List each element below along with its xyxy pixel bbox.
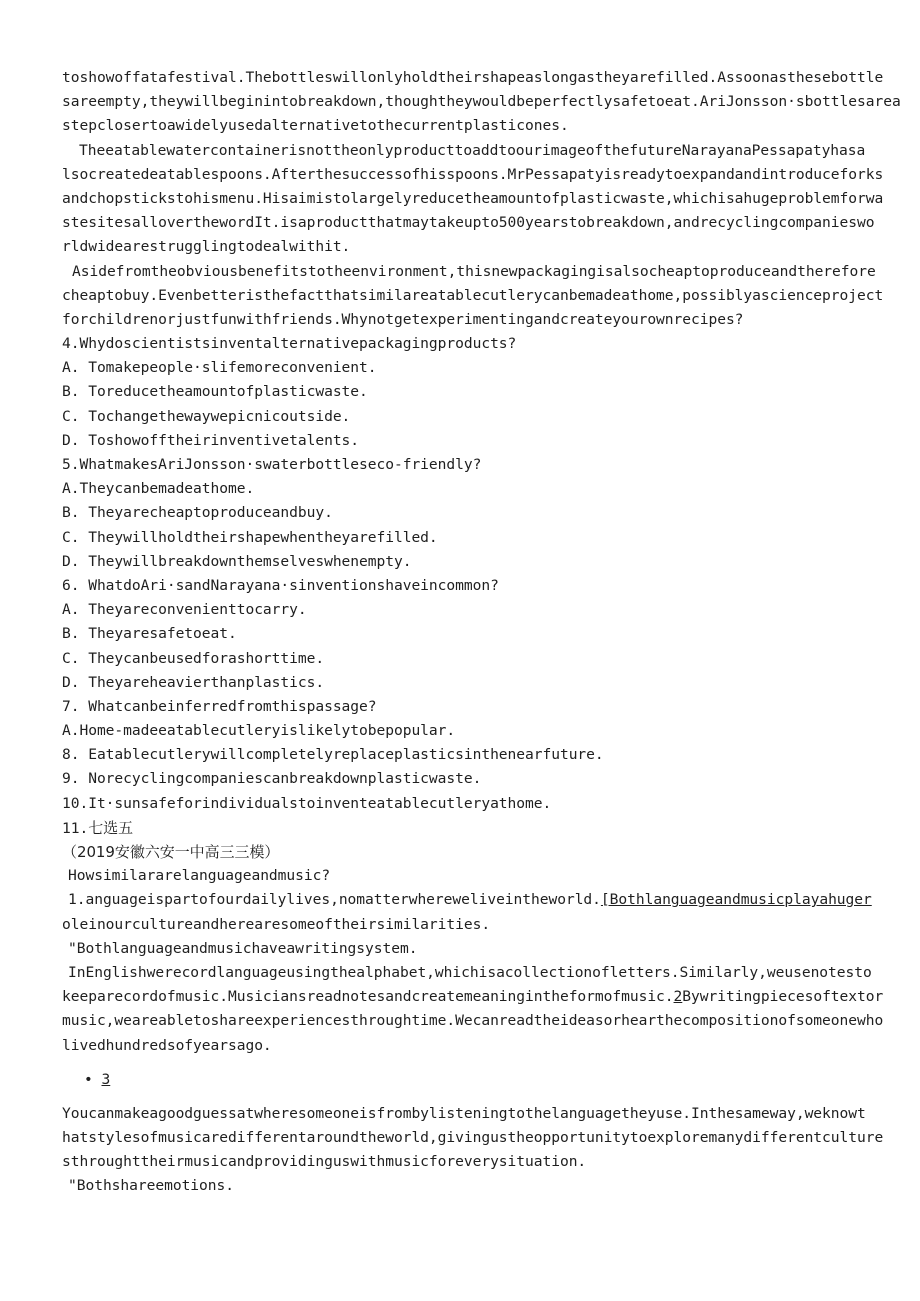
intro-text: 1.anguageispartofourdailylives,nomatterwhereweliveintheworld.	[68, 891, 601, 909]
section-title	[62, 816, 862, 840]
answer-option: 8. Eatablecutlerywillcompletelyreplaceplasticsinthenearfuture.	[62, 746, 604, 764]
passage-line: InEnglishwerecordlanguageusingthealphabet,whichisacollectionofletters.Similarly,wеusenotesto	[68, 963, 872, 981]
answer-option: B. Theyaresafetoeat.	[62, 625, 237, 643]
passage-line: hatstylesofmusicaredifferentaroundtheworld,givingustheopportunitytoexploremanydifferentculture	[62, 1129, 884, 1147]
passage-line: andchopstickstohismenu.Hisaimistolargelyreducetheamountofplasticwaste,whichisahugeproblemforwa	[62, 189, 884, 207]
passage-line: toshowoffatafestival.Thebottleswillonlyholdtheirshapeaslongastheyarefilled.Assoonasthesebottle	[62, 69, 884, 86]
answer-option: A.Home-madeeatablecutleryislikelytobepopular.	[62, 722, 456, 740]
answer-option: A. Tomakepeople·slifemoreconvenient.	[62, 359, 377, 377]
blank-1: [Bothlanguageandmusicplayahuger	[600, 891, 872, 909]
passage-line: lsocreatedeatablespoons.Afterthesuccessofhisspoons.MrPessapatyisreadytoexpandandintroduceforks	[62, 165, 884, 183]
bullet-icon: •	[84, 1070, 93, 1088]
question-stem: 4.Whydoscientistsinventalternativepackagingproducts?	[62, 335, 517, 353]
passage-line: stepclosertoawidelyusedalternativetothecurrentplasticones.	[62, 117, 569, 135]
passage-line: Asidefromtheobviousbenefitstotheenvironment,thisnewpackagingisalsocheaptoproduceandtherefore	[72, 262, 876, 280]
document-page	[62, 66, 901, 1199]
body-text: keeparecordofmusic.Musiciansreadnotesandcreatemeaningintheformofmusic.	[62, 988, 674, 1006]
answer-option: D. Toshowofftheirinventivetalents.	[62, 431, 360, 449]
body-text: Bywritingpiecesoftextor	[682, 988, 884, 1006]
section-type: 七选五	[88, 818, 134, 837]
passage-line: music,weareabletoshareexperiencesthroughtime.Wecanreadtheideasorhearthecompositionofsomeonewho	[62, 1012, 884, 1030]
point-heading: "Bothlanguageandmusichaveawritingsystem.	[68, 939, 418, 957]
answer-option: B. Toreducetheamountofplasticwaste.	[62, 383, 368, 401]
passage-line: stesitesalloverthewordIt.isaproductthatmaytakeupto500yearstobreakdown,andrecyclingcompanieswo	[62, 214, 875, 232]
answer-option: D. Theywillbreakdownthemselveswhenempty.	[62, 552, 412, 570]
passage-heading: Howsimilararelanguageandmusic?	[68, 867, 331, 885]
section-number: 11.	[62, 819, 89, 837]
passage-line: sthroughttheirmusicandprovidinguswithmusicforeverysituation.	[62, 1153, 587, 1171]
passage-line: Youcanmakeagoodguessatwheresomeoneisfrombylisteningtothelanguagetheyuse.Inthesameway,weknowt	[62, 1104, 866, 1122]
point-heading: "Bothshareemotions.	[68, 1177, 234, 1195]
answer-option: 10.It·sunsafeforindividualstoinventeatablecutleryathome.	[62, 794, 552, 812]
question-stem: 6. WhatdoAri·sandNarayana·sinventionshaveincommon?	[62, 576, 499, 594]
section-source: （2019安徽六安一中高三三模）	[62, 843, 280, 861]
answer-option: B. Theyarecheaptoproduceandbuy.	[62, 504, 333, 522]
answer-option: A. Theyareconvenienttocarry.	[62, 601, 307, 619]
passage-line: cheaptobuy.Evenbetteristhefactthatsimilareatablecutlerycanbemadeathome,possiblyascienceproject	[62, 286, 884, 304]
answer-option: 9. Norecyclingcompaniescanbreakdownplasticwaste.	[62, 770, 482, 788]
passage-line	[62, 985, 884, 1009]
bullet-line	[62, 1068, 862, 1092]
answer-option: D. Theyareheavierthanplastics.	[62, 673, 325, 691]
passage-line: rldwidearestrugglingtodealwithit.	[62, 238, 351, 256]
answer-option: A.Theycanbemadeathome.	[62, 480, 255, 498]
passage-line: TheeatablewatercontainerisnottheonlyproducttoaddtoourimageofthefutureNarayanaPessapatyhasa	[79, 141, 866, 159]
passage-line	[62, 888, 872, 912]
answer-option: C. Theywillholdtheirshapewhentheyarefilled.	[62, 528, 438, 546]
question-stem: 5.WhatmakesAriJonsson·swaterbottleseco-friendly?	[62, 456, 482, 473]
passage-line: livedhundredsofyearsago.	[62, 1036, 272, 1054]
passage-line: sareempty,theywillbeginintobreakdown,thoughtheywouldbeperfectlysafetoeat.AriJonsson·sbottlesarea	[62, 93, 901, 111]
question-stem: 7. Whatcanbeinferredfromthispassage?	[62, 697, 377, 715]
passage-line: forchildrenorjustfunwithfriends.Whynotgetexperimentingandcreateyourownrecipes?	[62, 310, 744, 328]
passage-line: oleinourcultureandherearesomeoftheirsimilarities.	[62, 915, 491, 933]
answer-option: C. Tochangethewaywepicnicoutside.	[62, 407, 351, 425]
blank-3: 3	[101, 1070, 111, 1088]
answer-option: C. Theycanbeusedforashorttime.	[62, 649, 325, 667]
blank-2: 2	[673, 988, 683, 1006]
